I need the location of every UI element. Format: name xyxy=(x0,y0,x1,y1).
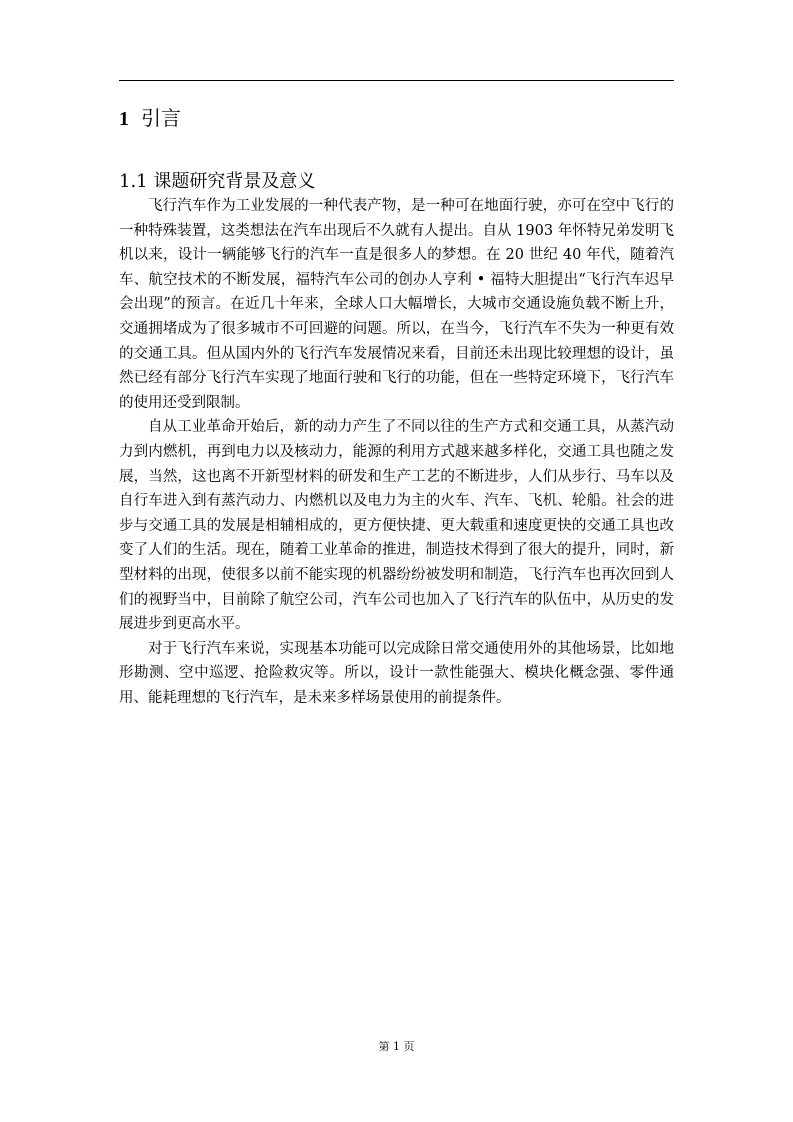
page-number: 第 1 页 xyxy=(378,1040,415,1053)
chapter-heading xyxy=(119,104,181,133)
body-text xyxy=(119,194,674,710)
chapter-title: 引言 xyxy=(141,106,181,130)
paragraph-1: 飞行汽车作为工业发展的一种代表产物，是一种可在地面行驶，亦可在空中飞行的一种特殊装置，这类想法在汽车出现后不久就有人提出。自从 1903 年怀特兄弟发明飞机以来，设计一辆能够飞行的汽车一直是很多人的梦想。在 20 世纪 40 年代，随着汽车、航空技术的不断发展，福特汽车公司的创办人亨利 • 福特大胆提出“飞行汽车迟早会出现”的预言。在近几十年来，全球人口大幅增长，大城市交通设施负载不断上升，交通拥堵成为了很多城市不可回避的问题。所以，在当今，飞行汽车不失为一种更有效的交通工具。但从国内外的飞行汽车发展情况来看，目前还未出现比较理想的设计，虽然已经有部分飞行汽车实现了地面行驶和飞行的功能，但在一些特定环境下，飞行汽车的使用还受到限制。 xyxy=(119,198,674,411)
section-heading: 1.1 课题研究背景及意义 xyxy=(119,171,316,192)
header-rule xyxy=(119,80,674,81)
chapter-number: 1 xyxy=(119,108,129,130)
paragraph-2: 自从工业革命开始后，新的动力产生了不同以往的生产方式和交通工具，从蒸汽动力到内燃机，再到电力以及核动力，能源的利用方式越来越多样化，交通工具也随之发展，当然，这也离不开新型材料的研发和生产工艺的不断进步，人们从步行、马车以及自行车进入到有蒸汽动力、内燃机以及电力为主的火车、汽车、飞机、轮船。社会的进步与交通工具的发展是相辅相成的，更方便快捷、更大载重和速度更快的交通工具也改变了人们的生活。现在，随着工业革命的推进，制造技术得到了很大的提升，同时，新型材料的出现，使很多以前不能实现的机器纷纷被发明和制造，飞行汽车也再次回到人们的视野当中，目前除了航空公司，汽车公司也加入了飞行汽车的队伍中，从历史的发展进步到更高水平。 xyxy=(119,419,674,633)
paragraph-3: 对于飞行汽车来说，实现基本功能可以完成除日常交通使用外的其他场景，比如地形勘测、空中巡逻、抢险救灾等。所以，设计一款性能强大、模块化概念强、零件通用、能耗理想的飞行汽车，是未来多样场景使用的前提条件。 xyxy=(119,640,674,706)
